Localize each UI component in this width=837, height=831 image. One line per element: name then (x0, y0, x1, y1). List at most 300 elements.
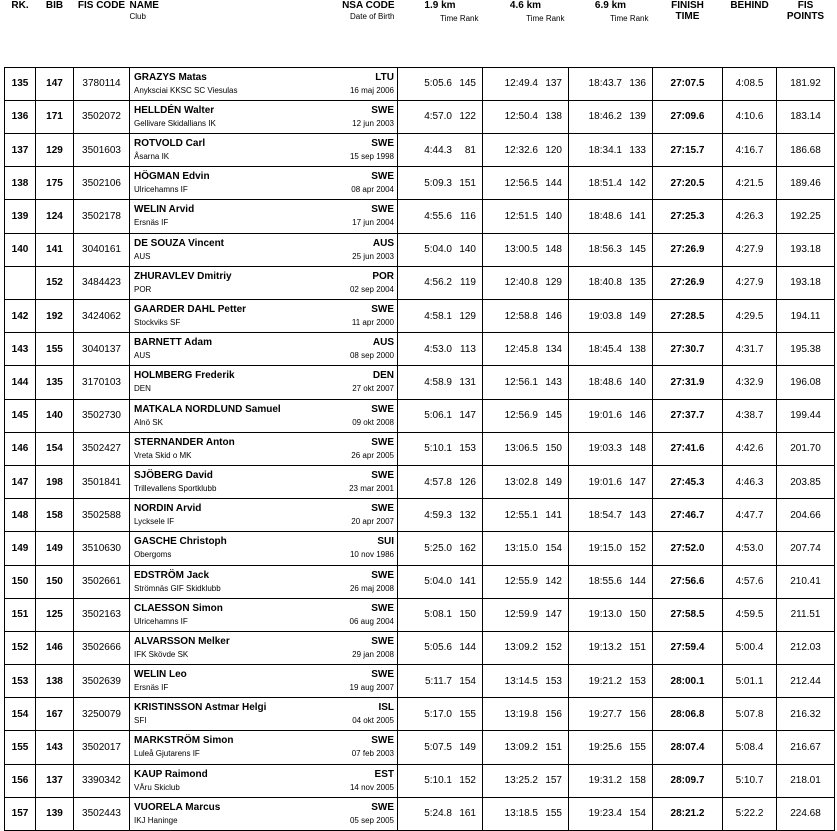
split-3-rank: 154 (629, 808, 646, 820)
table-row (5, 233, 835, 266)
split-2-rank: 146 (545, 310, 562, 322)
rank-cell: 151 (5, 598, 36, 631)
name-cell (130, 333, 398, 366)
athlete-dob: 15 sep 1998 (349, 152, 394, 162)
split-1-time: 5:17.0 (424, 708, 452, 720)
split-1-rank: 132 (459, 509, 476, 521)
table-row (5, 167, 835, 200)
athlete-club: Obergoms (134, 550, 172, 560)
split-1-time: 5:25.0 (424, 542, 452, 554)
split-1-cell (398, 100, 483, 133)
name-cell (130, 432, 398, 465)
name-cell (130, 698, 398, 731)
athlete-name: WELIN Leo (134, 669, 187, 681)
fis-points-cell: 207.74 (777, 532, 835, 565)
table-header (5, 0, 835, 34)
table-row (5, 797, 835, 830)
split-1-rank: 144 (459, 642, 476, 654)
split-1-rank: 151 (459, 177, 476, 189)
fis-code-cell: 3501841 (74, 465, 130, 498)
split-3-time: 18:55.6 (588, 576, 622, 588)
split-3-cell (569, 233, 653, 266)
bib-cell: 167 (36, 698, 74, 731)
header-dob-label: Date of Birth (350, 12, 395, 21)
table-row (5, 631, 835, 664)
athlete-nsa: SWE (371, 138, 394, 150)
split-1-time: 5:10.1 (424, 775, 452, 787)
finish-time-cell: 27:56.6 (653, 565, 723, 598)
split-3-cell (569, 465, 653, 498)
athlete-name: NORDIN Arvid (134, 503, 202, 515)
split-3-cell (569, 598, 653, 631)
fis-code-cell: 3484423 (74, 266, 130, 299)
name-cell (130, 532, 398, 565)
split-3-time: 18:56.3 (588, 244, 622, 256)
rank-cell: 142 (5, 300, 36, 333)
finish-time-cell: 27:26.9 (653, 266, 723, 299)
split-1-rank: 161 (459, 808, 476, 820)
athlete-club: Ersnäs IF (134, 218, 169, 228)
split-1-cell (398, 67, 483, 100)
athlete-dob: 09 okt 2008 (352, 417, 394, 427)
header-gap (5, 34, 835, 67)
table-row (5, 200, 835, 233)
split-1-cell (398, 731, 483, 764)
finish-time-cell: 27:07.5 (653, 67, 723, 100)
split-3-rank: 142 (629, 177, 646, 189)
table-row (5, 432, 835, 465)
athlete-club: Gellivare Skidallians IK (134, 118, 216, 128)
table-row (5, 764, 835, 797)
athlete-club: Strömnäs GIF Skidklubb (134, 583, 221, 593)
fis-code-cell: 3250079 (74, 698, 130, 731)
split-2-rank: 144 (545, 177, 562, 189)
split-1-cell (398, 333, 483, 366)
split-2-rank: 155 (545, 808, 562, 820)
split-3-cell (569, 532, 653, 565)
split-2-time: 13:09.2 (504, 742, 538, 754)
split-3-rank: 156 (629, 708, 646, 720)
split-3-cell (569, 665, 653, 698)
split-1-rank: 119 (460, 277, 476, 289)
finish-time-cell: 27:41.6 (653, 432, 723, 465)
athlete-dob: 04 okt 2005 (352, 716, 394, 726)
behind-cell: 5:01.1 (723, 665, 777, 698)
fis-code-cell: 3170103 (74, 366, 130, 399)
split-1-rank: 81 (464, 144, 476, 156)
split-2-cell (483, 598, 569, 631)
rank-cell: 136 (5, 100, 36, 133)
athlete-nsa: SWE (371, 403, 394, 415)
fis-points-cell: 212.44 (777, 665, 835, 698)
header-points-line2: POINTS (786, 11, 825, 22)
athlete-name: ALVARSSON Melker (134, 635, 230, 647)
bib-cell: 158 (36, 499, 74, 532)
bib-cell: 141 (36, 233, 74, 266)
split-3-cell (569, 300, 653, 333)
rank-cell: 145 (5, 399, 36, 432)
split-2-rank: 142 (545, 576, 562, 588)
athlete-dob: 25 jun 2003 (352, 251, 394, 261)
split-1-rank: 145 (459, 78, 476, 90)
athlete-club: DEN (134, 384, 151, 394)
name-cell (130, 631, 398, 664)
rank-cell: 153 (5, 665, 36, 698)
split-2-rank: 145 (545, 410, 562, 422)
split-2-rank: 153 (545, 675, 562, 687)
rank-cell: 135 (5, 67, 36, 100)
athlete-nsa: SWE (371, 569, 394, 581)
split-1-rank: 155 (459, 708, 476, 720)
athlete-dob: 20 apr 2007 (351, 517, 394, 527)
header-points-line1: FIS (797, 0, 814, 11)
fis-points-cell: 204.66 (777, 499, 835, 532)
fis-code-cell: 3502163 (74, 598, 130, 631)
split-1-rank: 154 (459, 675, 476, 687)
split-2-time: 12:56.1 (504, 376, 538, 388)
fis-code-cell: 3502072 (74, 100, 130, 133)
fis-code-cell: 3780114 (74, 67, 130, 100)
split-3-cell (569, 698, 653, 731)
split-2-time: 13:00.5 (504, 244, 538, 256)
athlete-nsa: SWE (371, 469, 394, 481)
split-2-cell (483, 499, 569, 532)
finish-time-cell: 27:58.5 (653, 598, 723, 631)
bib-cell: 140 (36, 399, 74, 432)
split-2-cell (483, 67, 569, 100)
fis-points-cell: 211.51 (777, 598, 835, 631)
split-2-time: 12:45.8 (504, 343, 538, 355)
split-1-rank: 141 (459, 576, 476, 588)
athlete-dob: 17 jun 2004 (352, 218, 394, 228)
athlete-nsa: SWE (371, 104, 394, 116)
fis-code-cell: 3510630 (74, 532, 130, 565)
behind-cell: 4:10.6 (723, 100, 777, 133)
split-3-cell (569, 134, 653, 167)
athlete-dob: 08 apr 2004 (351, 185, 394, 195)
split-1-time: 4:56.2 (424, 277, 452, 289)
split-1-time: 4:55.6 (424, 211, 452, 223)
split-1-cell (398, 698, 483, 731)
split-2-rank: 150 (545, 443, 562, 455)
split-3-cell (569, 167, 653, 200)
finish-time-cell: 27:28.5 (653, 300, 723, 333)
split-2-cell (483, 100, 569, 133)
athlete-dob: 06 aug 2004 (349, 616, 394, 626)
split-3-time: 18:46.2 (588, 111, 622, 123)
table-row (5, 134, 835, 167)
bib-cell: 150 (36, 565, 74, 598)
split-3-cell (569, 200, 653, 233)
split-2-time: 13:15.0 (504, 542, 538, 554)
athlete-club: Stockviks SF (134, 318, 181, 327)
bib-cell: 154 (36, 432, 74, 465)
finish-time-cell: 27:31.9 (653, 366, 723, 399)
athlete-club: VÄru Skiclub (134, 782, 180, 792)
finish-time-cell: 27:25.3 (653, 200, 723, 233)
fis-code-cell: 3502106 (74, 167, 130, 200)
header-split-3 (569, 0, 653, 34)
fis-points-cell: 192.25 (777, 200, 835, 233)
split-2-cell (483, 266, 569, 299)
athlete-nsa: SWE (371, 735, 394, 747)
fis-code-cell: 3040161 (74, 233, 130, 266)
behind-cell: 4:38.7 (723, 399, 777, 432)
split-1-time: 5:06.1 (424, 410, 452, 422)
fis-code-cell: 3502661 (74, 565, 130, 598)
split-1-cell (398, 565, 483, 598)
rank-cell: 148 (5, 499, 36, 532)
split-3-rank: 143 (629, 509, 646, 521)
split-1-rank: 147 (459, 410, 476, 422)
split-1-rank: 152 (459, 775, 476, 787)
athlete-name: STERNANDER Anton (134, 436, 235, 448)
name-cell (130, 399, 398, 432)
split-1-cell (398, 200, 483, 233)
split-2-cell (483, 200, 569, 233)
behind-cell: 4:47.7 (723, 499, 777, 532)
athlete-nsa: SWE (371, 503, 394, 515)
split-2-rank: 120 (545, 144, 562, 156)
name-cell (130, 167, 398, 200)
split-2-cell (483, 532, 569, 565)
header-fis-points (777, 0, 835, 34)
athlete-name: HÖGMAN Edvin (134, 171, 210, 183)
bib-cell: 125 (36, 598, 74, 631)
split-3-cell (569, 100, 653, 133)
rank-cell: 154 (5, 698, 36, 731)
bib-cell: 147 (36, 67, 74, 100)
split-1-time: 4:57.0 (424, 111, 452, 123)
split-1-cell (398, 532, 483, 565)
split-3-rank: 147 (629, 476, 646, 488)
split-3-rank: 152 (629, 542, 646, 554)
split-2-cell (483, 399, 569, 432)
rank-cell: 147 (5, 465, 36, 498)
athlete-name: KAUP Raimond (134, 768, 208, 780)
split-1-cell (398, 598, 483, 631)
athlete-nsa: ISL (378, 702, 394, 714)
header-finish-line2: TIME (675, 11, 700, 22)
split-1-rank: 140 (459, 244, 476, 256)
fis-points-cell: 196.08 (777, 366, 835, 399)
split-2-time: 12:32.6 (504, 144, 538, 156)
split-1-rank: 129 (459, 310, 476, 322)
split-1-time: 5:04.0 (424, 244, 452, 256)
split-1-cell (398, 233, 483, 266)
table-row (5, 100, 835, 133)
behind-cell: 4:42.6 (723, 432, 777, 465)
header-split-2-timerank: Time Rank (526, 14, 565, 23)
split-2-time: 13:09.2 (504, 642, 538, 654)
athlete-name: CLAESSON Simon (134, 602, 223, 614)
split-2-time: 12:58.8 (504, 310, 538, 322)
split-3-time: 18:43.7 (588, 78, 622, 90)
split-2-time: 12:56.9 (504, 410, 538, 422)
split-1-cell (398, 631, 483, 664)
rank-cell: 140 (5, 233, 36, 266)
split-1-time: 5:05.6 (424, 642, 452, 654)
header-club-label: Club (129, 12, 146, 21)
split-1-time: 4:57.8 (424, 476, 452, 488)
split-2-cell (483, 764, 569, 797)
split-1-time: 5:04.0 (424, 576, 452, 588)
bib-cell: 175 (36, 167, 74, 200)
athlete-club: Vreta Skid o MK (134, 450, 192, 460)
rank-cell: 144 (5, 366, 36, 399)
split-2-time: 12:55.9 (504, 576, 538, 588)
split-1-cell (398, 797, 483, 830)
athlete-dob: 29 jan 2008 (352, 649, 394, 659)
split-3-cell (569, 631, 653, 664)
split-3-rank: 136 (629, 78, 646, 90)
split-1-cell (398, 399, 483, 432)
fis-code-cell: 3502588 (74, 499, 130, 532)
behind-cell: 5:08.4 (723, 731, 777, 764)
fis-points-cell: 181.92 (777, 67, 835, 100)
athlete-name: HELLDÉN Walter (134, 104, 215, 116)
split-3-cell (569, 366, 653, 399)
header-fis-code: FIS CODE (77, 0, 126, 11)
header-split-2 (483, 0, 569, 34)
split-1-time: 5:07.5 (424, 742, 452, 754)
finish-time-cell: 27:20.5 (653, 167, 723, 200)
athlete-club: Åsarna IK (134, 152, 170, 162)
split-1-time: 5:10.1 (424, 443, 452, 455)
finish-time-cell: 27:59.4 (653, 631, 723, 664)
split-1-rank: 113 (460, 343, 476, 355)
behind-cell: 4:21.5 (723, 167, 777, 200)
split-2-cell (483, 366, 569, 399)
rank-cell: 156 (5, 764, 36, 797)
split-2-rank: 154 (545, 542, 562, 554)
split-2-time: 12:49.4 (504, 78, 538, 90)
athlete-nsa: DEN (372, 370, 394, 382)
fis-code-cell: 3501603 (74, 134, 130, 167)
split-1-time: 5:05.6 (424, 78, 452, 90)
behind-cell: 5:22.2 (723, 797, 777, 830)
split-2-rank: 157 (545, 775, 562, 787)
athlete-dob: 08 sep 2000 (349, 351, 394, 361)
split-3-time: 18:34.1 (588, 144, 622, 156)
behind-cell: 5:00.4 (723, 631, 777, 664)
name-cell (130, 200, 398, 233)
bib-cell: 143 (36, 731, 74, 764)
fis-code-cell: 3502639 (74, 665, 130, 698)
split-1-time: 4:58.1 (424, 310, 452, 322)
bib-cell: 138 (36, 665, 74, 698)
split-3-time: 19:15.0 (588, 542, 622, 554)
split-3-cell (569, 499, 653, 532)
bib-cell: 124 (36, 200, 74, 233)
split-3-rank: 153 (629, 675, 646, 687)
athlete-club: Ulricehamns IF (134, 185, 188, 195)
split-2-rank: 138 (545, 111, 562, 123)
athlete-dob: 12 jun 2003 (352, 118, 394, 128)
table-row (5, 565, 835, 598)
split-2-rank: 129 (545, 277, 562, 289)
athlete-name: HOLMBERG Frederik (134, 370, 235, 382)
split-2-cell (483, 631, 569, 664)
finish-time-cell: 27:09.6 (653, 100, 723, 133)
finish-time-cell: 27:26.9 (653, 233, 723, 266)
athlete-nsa: SWE (371, 635, 394, 647)
split-3-rank: 148 (629, 443, 646, 455)
athlete-nsa: SUI (377, 536, 394, 548)
rank-cell (5, 266, 36, 299)
behind-cell: 4:08.5 (723, 67, 777, 100)
split-3-time: 19:13.2 (588, 642, 622, 654)
athlete-dob: 02 sep 2004 (349, 284, 394, 294)
rank-cell: 149 (5, 532, 36, 565)
split-1-time: 5:11.7 (424, 675, 452, 687)
fis-code-cell: 3502730 (74, 399, 130, 432)
header-split-2-km: 4.6 km (509, 0, 542, 11)
split-2-time: 13:25.2 (504, 775, 538, 787)
split-1-cell (398, 134, 483, 167)
split-3-cell (569, 333, 653, 366)
split-3-cell (569, 266, 653, 299)
rank-cell: 137 (5, 134, 36, 167)
split-2-rank: 148 (545, 244, 562, 256)
athlete-club: IKJ Haninge (134, 815, 178, 825)
athlete-club: POR (134, 284, 152, 294)
behind-cell: 4:29.5 (723, 300, 777, 333)
fis-points-cell: 186.68 (777, 134, 835, 167)
athlete-nsa: SWE (371, 304, 394, 315)
athlete-name: MATKALA NORDLUND Samuel (134, 403, 281, 415)
table-row (5, 598, 835, 631)
rank-cell: 138 (5, 167, 36, 200)
athlete-club: AUS (134, 351, 151, 361)
table-row (5, 333, 835, 366)
athlete-name: WELIN Arvid (134, 204, 195, 216)
fis-points-cell: 189.46 (777, 167, 835, 200)
split-2-cell (483, 797, 569, 830)
split-1-time: 5:09.3 (424, 177, 452, 189)
split-2-rank: 149 (545, 476, 562, 488)
bib-cell: 146 (36, 631, 74, 664)
split-1-cell (398, 432, 483, 465)
header-split-3-km: 6.9 km (594, 0, 627, 11)
split-1-rank: 153 (459, 443, 476, 455)
rank-cell: 152 (5, 631, 36, 664)
behind-cell: 4:32.9 (723, 366, 777, 399)
table-row (5, 67, 835, 100)
name-cell (130, 67, 398, 100)
bib-cell: 139 (36, 797, 74, 830)
split-1-time: 5:24.8 (424, 808, 452, 820)
finish-time-cell: 28:21.2 (653, 797, 723, 830)
split-3-rank: 145 (629, 244, 646, 256)
header-split-1-timerank: Time Rank (440, 14, 479, 23)
finish-time-cell: 27:37.7 (653, 399, 723, 432)
header-finish-line1: FINISH (671, 0, 704, 11)
athlete-name: ZHURAVLEV Dmitriy (134, 270, 232, 282)
behind-cell: 4:27.9 (723, 266, 777, 299)
athlete-dob: 10 nov 1986 (349, 550, 394, 560)
behind-cell: 4:31.7 (723, 333, 777, 366)
name-cell (130, 665, 398, 698)
behind-cell: 4:46.3 (723, 465, 777, 498)
split-3-rank: 138 (629, 343, 646, 355)
athlete-club: Ersnäs IF (134, 683, 169, 693)
split-3-rank: 141 (629, 211, 646, 223)
fis-points-cell: 193.18 (777, 266, 835, 299)
fis-points-cell: 212.03 (777, 631, 835, 664)
finish-time-cell: 28:07.4 (653, 731, 723, 764)
split-2-rank: 141 (545, 509, 562, 521)
